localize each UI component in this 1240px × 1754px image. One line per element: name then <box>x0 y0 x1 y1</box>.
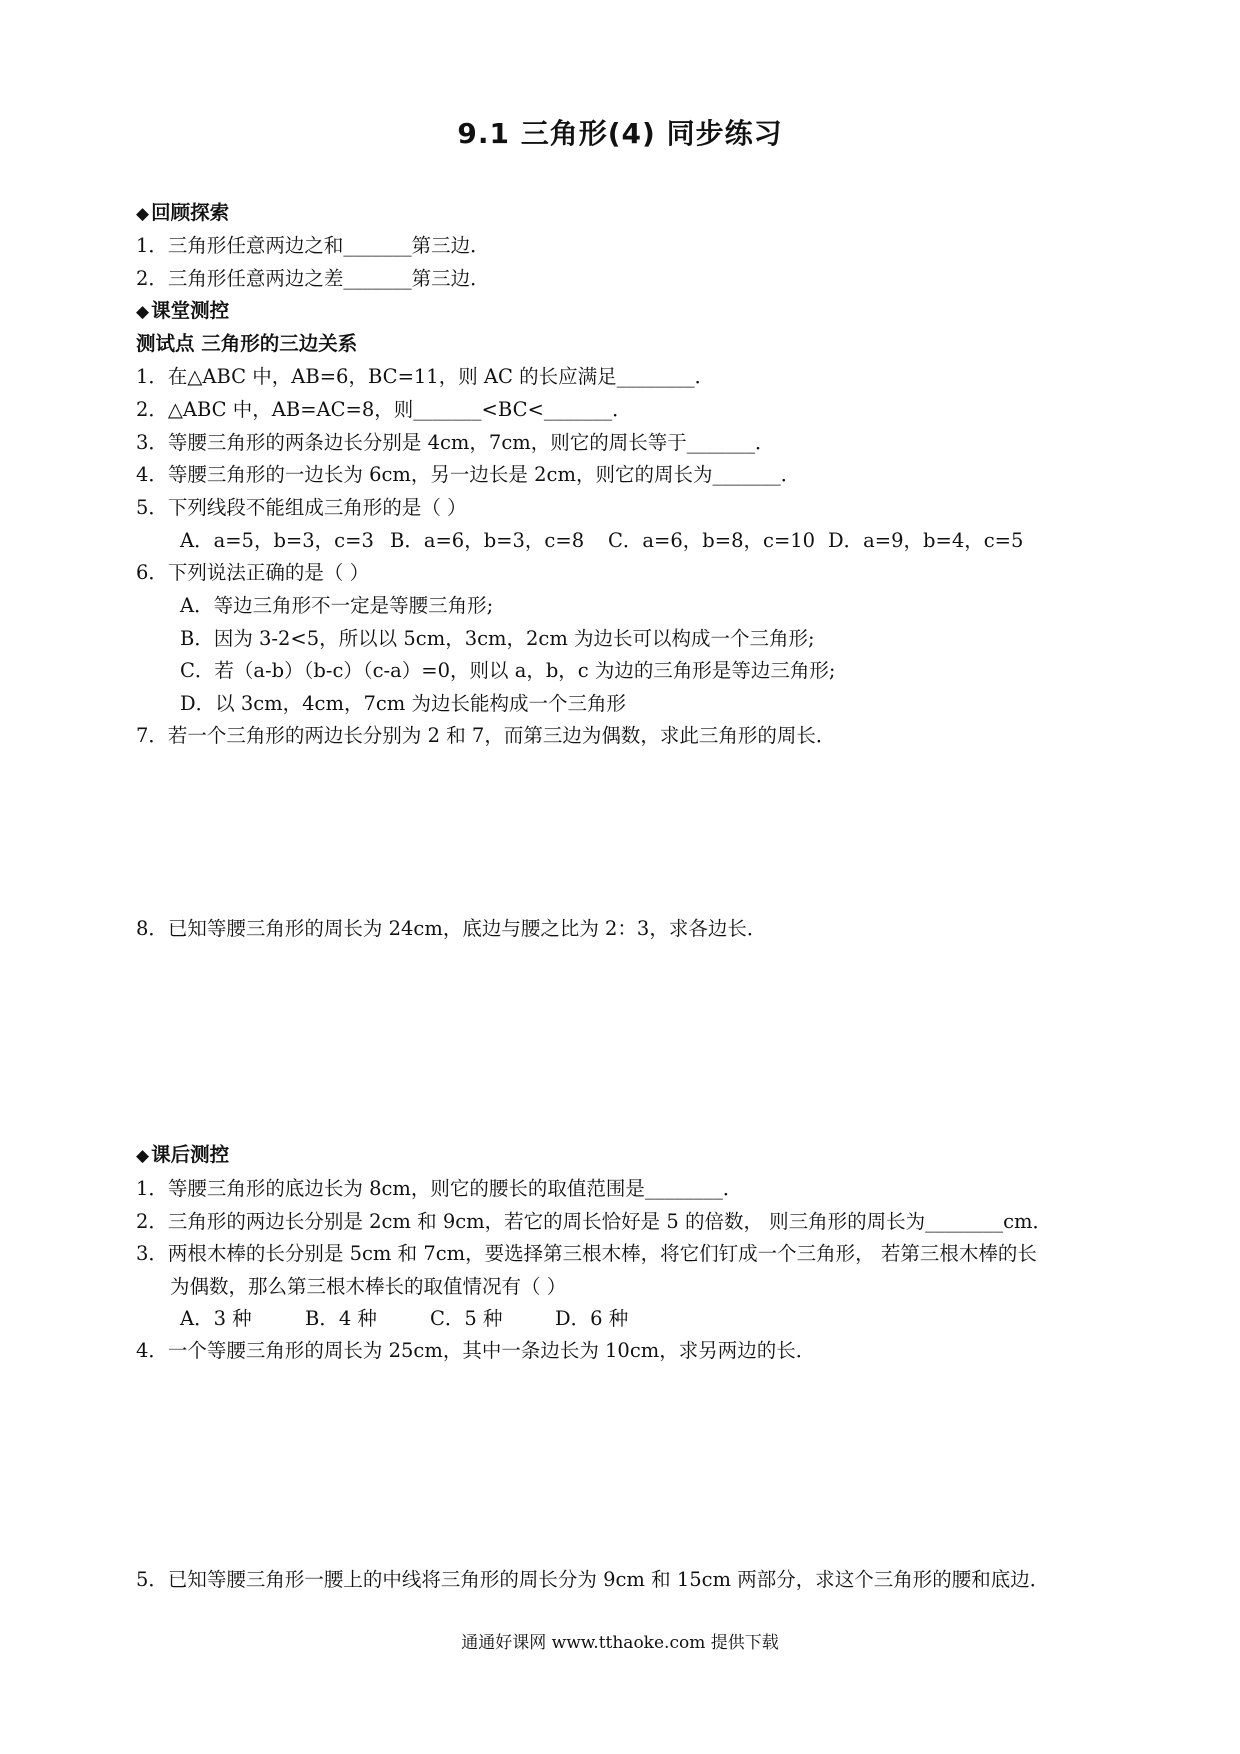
classroom-question-7: 7．若一个三角形的两边长分别为 2 和 7，而第三边为偶数，求此三角形的周长． <box>136 724 836 747</box>
after-question-4: 4．一个等腰三角形的周长为 25cm，其中一条边长为 10cm，求另两边的长． <box>136 1339 816 1362</box>
option-c: C．a=6，b=8，c=10 <box>608 529 816 552</box>
classroom-question-5: 5．下列线段不能组成三角形的是（ ） <box>136 496 467 519</box>
diamond-bullet-icon: ◆ <box>136 302 150 322</box>
footer-text: 通通好课网 www.tthaoke.com 提供下载 <box>461 1633 779 1653</box>
after-question-1: 1．等腰三角形的底边长为 8cm，则它的腰长的取值范围是________． <box>136 1177 743 1200</box>
classroom-question-6: 6．下列说法正确的是（ ） <box>136 561 370 584</box>
classroom-question-3: 3．等腰三角形的两条边长分别是 4cm，7cm，则它的周长等于_______． <box>136 431 775 454</box>
after-question-2: 2．三角形的两边长分别是 2cm 和 9cm，若它的周长恰好是 5 的倍数， 则三角形的周长为________cm． <box>136 1210 1053 1233</box>
option-d: D．6 种 <box>555 1307 629 1330</box>
option-d: D．a=9，b=4，c=5 <box>828 529 1024 552</box>
question-5-options <box>180 528 1023 554</box>
option-a: A．3 种 <box>180 1307 252 1330</box>
diamond-bullet-icon: ◆ <box>136 1146 150 1166</box>
after-question-3: 3．两根木棒的长分别是 5cm 和 7cm，要选择第三根木棒，将它们钉成一个三角形， 若第三根木棒的长 <box>136 1242 1037 1265</box>
page-title: 9.1 三角形(4) 同步练习 <box>457 117 783 150</box>
classroom-question-4: 4．等腰三角形的一边长为 6cm，另一边长是 2cm，则它的周长为_______． <box>136 463 801 486</box>
question-6-option-c: C．若（a-b）（b-c）（c-a）=0，则以 a，b，c 为边的三角形是等边三角形; <box>180 659 836 682</box>
option-b: B．a=6，b=3，c=8 <box>390 529 585 552</box>
after-question-3-continued: 为偶数，那么第三根木棒长的取值情况有（ ） <box>170 1275 567 1298</box>
review-question-1: 1．三角形任意两边之和_______第三边． <box>136 234 490 257</box>
option-a: A．a=5，b=3，c=3 <box>180 529 374 552</box>
classroom-question-8: 8．已知等腰三角形的周长为 24cm，底边与腰之比为 2：3，求各边长． <box>136 917 767 940</box>
option-c: C．5 种 <box>430 1307 503 1330</box>
section-heading-after: ◆ 课后测控 <box>136 1143 230 1166</box>
classroom-question-1: 1．在△ABC 中，AB=6，BC=11，则 AC 的长应满足________． <box>136 365 715 388</box>
review-question-2: 2．三角形任意两边之差_______第三边． <box>136 267 490 290</box>
section-heading-review: ◆ 回顾探索 <box>136 201 230 224</box>
test-point-heading: 测试点 三角形的三边关系 <box>136 332 358 355</box>
question-6-option-a: A．等边三角形不一定是等腰三角形; <box>180 594 494 617</box>
question-6-option-d: D．以 3cm，4cm，7cm 为边长能构成一个三角形 <box>180 692 626 715</box>
question-6-option-b: B．因为 3-2<5，所以以 5cm，3cm，2cm 为边长可以构成一个三角形; <box>180 627 815 650</box>
diamond-bullet-icon: ◆ <box>136 204 150 224</box>
section-heading-classroom: ◆ 课堂测控 <box>136 299 230 322</box>
classroom-question-2: 2．△ABC 中，AB=AC=8，则_______<BC<_______． <box>136 398 632 421</box>
option-b: B．4 种 <box>305 1307 377 1330</box>
after-question-3-options <box>180 1306 628 1332</box>
after-question-5: 5．已知等腰三角形一腰上的中线将三角形的周长分为 9cm 和 15cm 两部分，求这个三角形的腰和底边． <box>136 1568 1050 1591</box>
